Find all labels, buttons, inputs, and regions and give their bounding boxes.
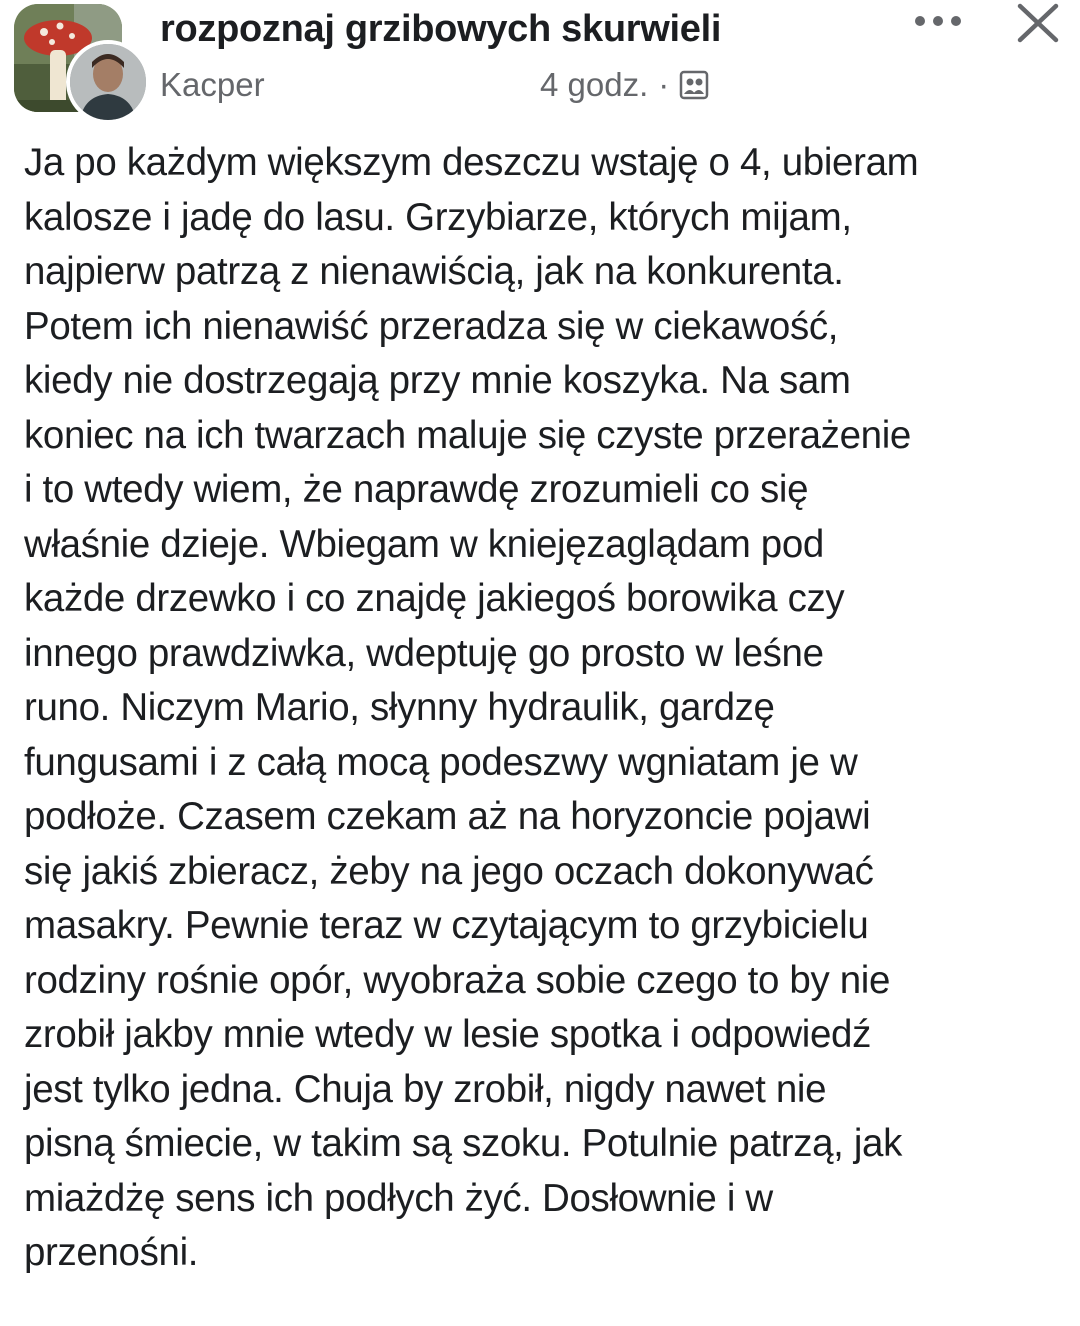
close-icon — [1010, 0, 1066, 46]
post-text-line: każde drzewko i co znajdę jakiegoś borowika czy — [24, 577, 845, 620]
post-text-line: właśnie dzieje. Wbiegam w kniejęzaglądam pod — [24, 522, 824, 566]
post-text-line: i to wtedy wiem, że naprawdę zrozumieli co się — [24, 468, 809, 511]
meta-separator: · — [658, 66, 670, 103]
post-text-line: miażdżę sens ich podłych żyć. Dosłownie i w — [24, 1176, 773, 1220]
author-name[interactable]: Kacper — [160, 66, 265, 103]
post-header — [0, 0, 1080, 120]
post-text-line: Potem ich nienawiść przeradza się w ciekawość, — [24, 304, 839, 348]
post-text-line: rodziny rośnie opór, wyobraża sobie czego to by nie — [24, 958, 891, 1002]
post-text-line: koniec na ich twarzach maluje się czyste przerażenie — [24, 413, 911, 457]
post-text-line: przenośni. — [24, 1231, 199, 1274]
user-photo — [70, 44, 146, 120]
post-text-line: Ja po każdym większym deszczu wstaję o 4, ubieram — [24, 141, 919, 184]
post-text-line: pisną śmiecie, w takim są szoku. Potulnie patrzą, jak — [24, 1122, 903, 1165]
group-members-icon — [679, 70, 709, 100]
close-button[interactable] — [1010, 0, 1066, 46]
post-text-line: fungusami i z całą mocą podeszwy wgniatam je w — [24, 740, 858, 784]
group-name[interactable]: rozpoznaj grzibowych skurwieli — [160, 8, 722, 50]
post-text-line: najpierw patrzą z nienawiścią, jak na konkurenta. — [24, 250, 844, 293]
post-text — [24, 136, 1064, 1281]
post-text-line: kiedy nie dostrzegają przy mnie koszyka. Na sam — [24, 359, 851, 402]
user-avatar[interactable] — [66, 40, 150, 124]
more-options-button[interactable] — [908, 6, 968, 36]
post-text-line: kalosze i jadę do lasu. Grzybiarze, których mijam, — [24, 195, 852, 239]
post-text-line: masakry. Pewnie teraz w czytającym to grzybicielu — [24, 904, 869, 947]
post-meta — [540, 66, 709, 104]
post-text-line: jest tylko jedna. Chuja by zrobił, nigdy nawet nie — [24, 1067, 827, 1111]
post-text-line: runo. Niczym Mario, słynny hydraulik, gardzę — [24, 686, 775, 729]
post-text-line: innego prawdziwka, wdeptuję go prosto w leśne — [24, 631, 824, 675]
post-text-line: zrobił jakby mnie wtedy w lesie spotka i odpowiedź — [24, 1013, 872, 1056]
post-text-line: się jakiś zbieracz, żeby na jego oczach dokonywać — [24, 849, 874, 893]
more-options-icon — [908, 6, 968, 36]
post-text-line: podłoże. Czasem czekam aż na horyzoncie pojawi — [24, 795, 871, 838]
post-time[interactable]: 4 godz. — [540, 66, 649, 103]
